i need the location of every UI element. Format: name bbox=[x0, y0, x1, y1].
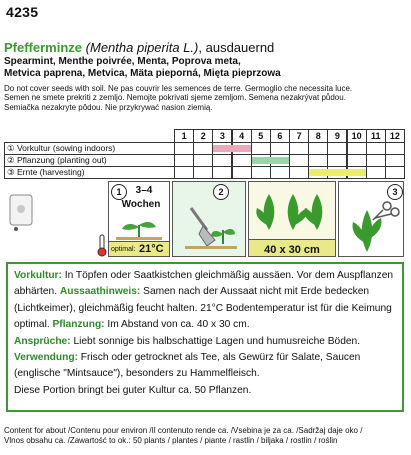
ansprueche-label: Ansprüche: bbox=[14, 335, 71, 347]
month-header bbox=[385, 129, 405, 143]
schedule-row-text: ③ Ernte (harvesting) bbox=[7, 167, 85, 177]
month-header bbox=[347, 129, 367, 143]
vorkultur-text: In Töpfen oder Saatkistchen gleichmäßig aussäen. Vor dem Auspflanzen abhärten. bbox=[14, 270, 394, 298]
footer-content bbox=[4, 426, 362, 446]
names-line-2: Metvica paprena, Metvica, Mäta pieporná, Mięta pieprzowa bbox=[4, 68, 281, 79]
verwendung-text: Frisch oder getrocknet als Tee, als Gewürz für Salate, Saucen (englische "Mintsauce"), besonders zu Hammelfleisch. bbox=[14, 352, 361, 380]
schedule-bar bbox=[213, 145, 250, 152]
month-number: 12 bbox=[389, 131, 400, 141]
hint-line: Semen ne smete prekriti z zemljo. Nemojte pokrivati sjeme zemljom. Semena nezakrývat půdou. bbox=[4, 93, 346, 103]
schedule-cell bbox=[289, 166, 309, 179]
temperature-box bbox=[108, 241, 170, 257]
plant-row-icon bbox=[253, 186, 333, 234]
illustration-strip bbox=[4, 181, 404, 259]
month-header bbox=[327, 129, 347, 143]
month-number: 6 bbox=[277, 131, 283, 141]
footer-line: Vlnos obsahu ca. /Zawartość to ok.: 50 plants / plantes / piante / rastlin / biljaka / rostlin / roślin bbox=[4, 436, 338, 445]
month-header bbox=[174, 129, 194, 143]
spacing-box bbox=[248, 239, 336, 257]
hint-line: Do not cover seeds with soil. Ne pas couvrir les semences de terre. Germoglio che necessita luce. bbox=[4, 84, 353, 93]
schedule-bar bbox=[252, 157, 289, 164]
month-number: 5 bbox=[258, 131, 264, 141]
schedule-cell bbox=[251, 166, 271, 179]
month-number: 8 bbox=[315, 131, 321, 141]
title-suffix: , ausdauernd bbox=[198, 40, 275, 55]
month-header bbox=[232, 129, 252, 143]
schedule-row-label bbox=[4, 166, 175, 179]
month-number: 4 bbox=[239, 131, 245, 141]
month-number: 3 bbox=[219, 131, 225, 141]
product-code: 4235 bbox=[6, 4, 39, 20]
temperature-label: optimal: bbox=[111, 246, 136, 253]
seed-tray-icon bbox=[6, 189, 106, 255]
month-header bbox=[289, 129, 309, 143]
schedule-cell bbox=[174, 166, 194, 179]
temperature-value: 21°C bbox=[139, 243, 164, 255]
pflanzung-text: Im Abstand von ca. 40 x 30 cm. bbox=[104, 319, 250, 331]
month-number: 2 bbox=[200, 131, 206, 141]
names-line-1: Spearmint, Menthe poivrée, Menta, Poprova meta, bbox=[4, 56, 241, 67]
step-number: 3 bbox=[387, 184, 403, 200]
scissors-harvest-icon bbox=[343, 196, 403, 254]
aussaat-text: Samen nach der Aussaat nicht mit Erde bedecken (Lichtkeimer), gleichmäßig feucht halten. 21°C Bodentemperatur ist für die Keimung optimal. bbox=[14, 286, 392, 331]
month-header bbox=[366, 129, 386, 143]
schedule-cell bbox=[385, 166, 405, 179]
spacing-value: 40 x 30 cm bbox=[264, 244, 320, 256]
schedule-cell bbox=[270, 166, 290, 179]
month-number: 9 bbox=[334, 131, 340, 141]
month-number: 10 bbox=[351, 131, 362, 141]
aussaat-label: Aussaathinweis: bbox=[59, 286, 141, 298]
schedule-cell bbox=[193, 166, 213, 179]
step-4-panel bbox=[338, 181, 404, 257]
vorkultur-label: Vorkultur: bbox=[14, 270, 62, 281]
schedule-cell bbox=[366, 166, 386, 179]
trowel-icon bbox=[181, 200, 241, 252]
seedling-icon bbox=[110, 211, 168, 241]
weeks-label: Wochen bbox=[121, 199, 161, 210]
month-number: 11 bbox=[370, 131, 381, 141]
sowing-schedule bbox=[4, 129, 404, 179]
schedule-cell bbox=[232, 166, 252, 179]
description-box bbox=[6, 262, 404, 412]
schedule-row-text: ① Vorkultur (sowing indoors) bbox=[7, 143, 116, 153]
month-header bbox=[212, 129, 232, 143]
title-name: Pfefferminze bbox=[4, 40, 83, 55]
hint-line: Semiačka nezakryte pôdou. Nie przykrywać nasion ziemią. bbox=[4, 102, 213, 112]
schedule-row-text: ② Pflanzung (planting out) bbox=[7, 155, 107, 165]
pflanzung-label: Pflanzung: bbox=[52, 319, 105, 331]
schedule-cell bbox=[212, 166, 232, 179]
portion-text: Diese Portion bringt bei guter Kultur ca. 50 Pflanzen. bbox=[14, 384, 252, 396]
product-title bbox=[4, 40, 274, 55]
verwendung-label: Verwendung: bbox=[14, 352, 78, 364]
month-number: 7 bbox=[296, 131, 302, 141]
month-header bbox=[308, 129, 328, 143]
title-latin: (Mentha piperita L.) bbox=[85, 40, 199, 55]
step-number: 1 bbox=[111, 184, 127, 200]
month-header bbox=[270, 129, 290, 143]
month-number: 1 bbox=[181, 131, 187, 141]
schedule-bar bbox=[309, 169, 366, 176]
step-number: 2 bbox=[213, 184, 229, 200]
thermometer-icon bbox=[96, 233, 108, 257]
month-header bbox=[193, 129, 213, 143]
step-2-panel bbox=[172, 181, 246, 257]
footer-line: Content for about /Contenu pour environ /Il contenuto rende ca. /Vsebina je za ca. /Sadržaj daje oko / bbox=[4, 426, 363, 435]
month-header bbox=[251, 129, 271, 143]
weeks-value: 3–4 bbox=[135, 185, 153, 196]
sowing-hints bbox=[4, 84, 352, 112]
ansprueche-text: Liebt sonnige bis halbschattige Lagen und humusreiche Böden. bbox=[70, 335, 361, 347]
